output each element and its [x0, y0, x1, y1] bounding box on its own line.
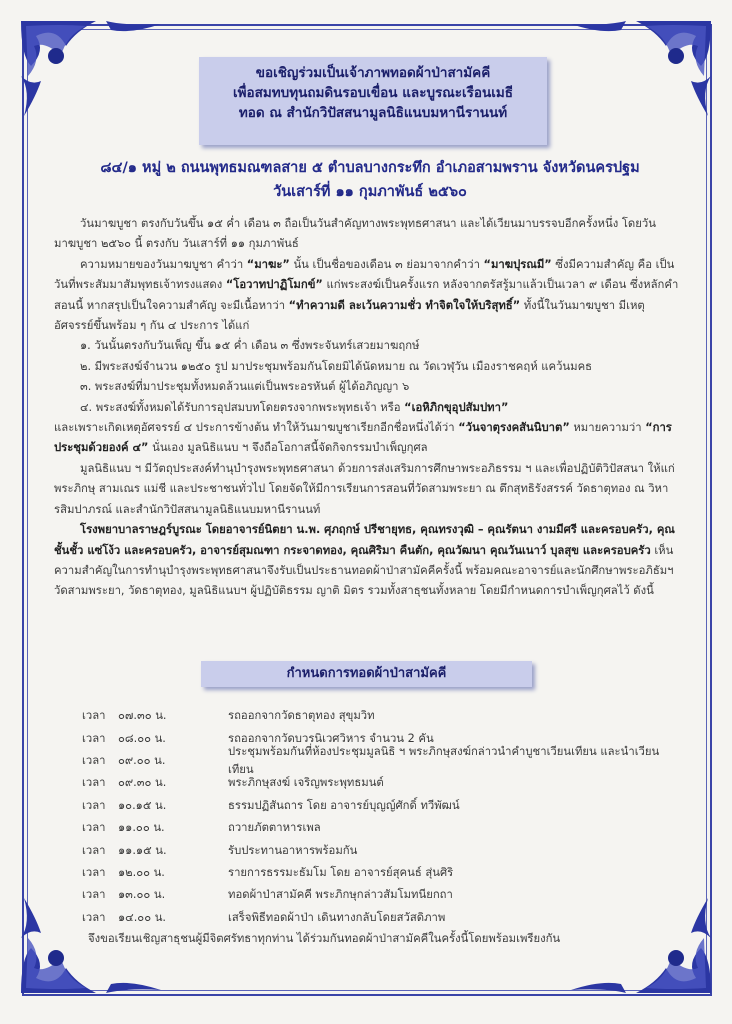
- list-item: [54, 398, 684, 418]
- title-line-2: เพื่อสมทบทุนถมดินรอบเขื่อน และบูรณะเรือนเมธี: [232, 85, 513, 101]
- schedule-description: ธรรมปฏิสันถาร โดย อาจารย์บุญญ์ศักดิ์ ทวีพัฒน์: [228, 798, 460, 812]
- text-span: ทั้งนี้ในวันมาฆบูชา มีเหตุอัศจรรย์ขึ้นพร้อม ๆ กัน ๔ ประการ ได้แก่: [54, 298, 645, 333]
- paragraph-magha: [54, 418, 684, 459]
- time-label: เวลา: [82, 865, 106, 879]
- text-span: ๔. พระสงฆ์ทั้งหมดได้รับการอุปสมบทโดยตรงจากพระพุทธเจ้า หรือ: [80, 400, 405, 414]
- schedule-row: [82, 906, 682, 928]
- schedule-row: [82, 883, 682, 905]
- text-bold: “มาฆปุรณมี”: [483, 257, 552, 271]
- text-span: หมายความว่า: [569, 421, 646, 435]
- time-value: ๐๙.๐๐ น.: [118, 753, 166, 767]
- time-value: ๑๓.๐๐ น.: [118, 888, 166, 902]
- schedule-description: ประชุมพร้อมกันที่ห้องประชุมมูลนิธิ ฯ พระภิกษุสงฆ์กล่าวนำคำบูชาเวียนเทียน และนำเวียนเทียน: [228, 744, 660, 776]
- list-item: ๓. พระสงฆ์ที่มาประชุมทั้งหมดล้วนแต่เป็นพระอรหันต์ ผู้ได้อภิญญา ๖: [80, 380, 410, 394]
- time-value: ๐๘.๐๐ น.: [118, 731, 166, 745]
- schedule-description: ทอดผ้าป่าสามัคคี พระภิกษุกล่าวสัมโมทนียกถา: [228, 888, 453, 902]
- text-span: นั่นเอง มูลนิธิแนบ ฯ จึงถือโอกาสนี้จัดกิจกรรมบำเพ็ญกุศล: [148, 441, 428, 455]
- schedule-description: รับประทานอาหารพร้อมกัน: [228, 843, 358, 857]
- title-line-3: ทอด ณ สำนักวิปัสสนามูลนิธิแนบมหานีรานนท์: [238, 105, 508, 121]
- schedule-list: [82, 704, 682, 928]
- schedule-description: เสร็จพิธีทอดผ้าป่า เดินทางกลับโดยสวัสดิภาพ: [228, 910, 446, 924]
- time-label: เวลา: [82, 709, 106, 723]
- time-label: เวลา: [82, 821, 106, 835]
- ornament-corner-icon: [16, 16, 166, 126]
- text-bold: “มาฆะ”: [246, 257, 290, 271]
- list-item: ๑. วันนั้นตรงกับวันเพ็ญ ขึ้น ๑๕ ค่ำ เดือน ๓ ซึ่งพระจันทร์เสวยมาฆฤกษ์: [80, 339, 420, 353]
- schedule-row: [82, 838, 682, 860]
- schedule-row: [82, 771, 682, 793]
- time-value: ๐๗.๓๐ น.: [118, 709, 167, 723]
- text-bold: “วันจาตุรงคสันนิบาต”: [458, 421, 570, 435]
- paragraph-intro: วันมาฆบูชา ตรงกับวันขึ้น ๑๕ ค่ำ เดือน ๓ ถือเป็นวันสำคัญทางพระพุทธศาสนา และได้เวียนมาบรรจบอีกครั้งหนึ่ง โดยวันมาฆบูชา ๒๕๖๐ นี้ ตรงกับ วันเสาร์ที่ ๑๑ กุมภาพันธ์: [54, 217, 656, 251]
- time-value: ๑๔.๐๐ น.: [118, 910, 167, 924]
- paragraph-foundation: มูลนิธิแนบ ฯ มีวัตถุประสงค์ทำนุบำรุงพระพุทธศาสนา ด้วยการส่งเสริมการศึกษาพระอภิธรรม ฯ และเพื่อปฏิบัติวิปัสสนา ให้แก่ พระภิกษุ สามเณร แม่ชี และประชาชนทั่วไป โดยจัดให้มีการเรียนการสอนที่วัดสามพระยา ณ ตึกสุทธิรังสรรค์ วัดธาตุทอง ณ วิหารสิมปาภรณ์ และสำนักวิปัสสนามูลนิธิแนบมหานีรานนท์: [54, 461, 675, 516]
- time-value: ๐๙.๓๐ น.: [118, 776, 167, 790]
- body-text: [54, 214, 684, 602]
- time-label: เวลา: [82, 843, 106, 857]
- schedule-description: ถวายภัตตาหารเพล: [228, 821, 321, 835]
- time-value: ๑๑.๑๕ น.: [118, 843, 167, 857]
- text-bold: “โอวาทปาฏิโมกข์”: [225, 278, 323, 292]
- paragraph-meaning: [54, 255, 684, 337]
- schedule-description: พระภิกษุสงฆ์ เจริญพระพุทธมนต์: [228, 776, 384, 790]
- schedule-row: [82, 816, 682, 838]
- schedule-description: รถออกจากวัดธาตุทอง สุขุมวิท: [228, 709, 375, 723]
- closing-text: จึงขอเรียนเชิญสาธุชนผู้มีจิตศรัทธาทุกท่าน ได้ร่วมกันทอดผ้าป่าสามัคคีในครั้งนี้โดยพร้อมเพรียงกัน: [88, 932, 561, 945]
- time-label: เวลา: [82, 731, 106, 745]
- schedule-description: รายการธรรมะธัมโม โดย อาจารย์สุคนธ์ สุ่นศิริ: [228, 865, 454, 879]
- address-line: ๘๔/๑ หมู่ ๒ ถนนพุทธมณฑลสาย ๕ ตำบลบางกระทึก อำเภอสามพราน จังหวัดนครปฐม: [100, 160, 640, 176]
- time-label: เวลา: [82, 776, 106, 790]
- text-span: ความหมายของวันมาฆบูชา คำว่า: [80, 257, 247, 271]
- text-span: ซึ่งมีความสำคัญ คือ เป็นวันที่พระสัมมาสัมพุทธเจ้าทรงแสดง: [54, 257, 675, 292]
- text-span: นั้น เป็นชื่อของเดือน ๓ ย่อมาจากคำว่า: [289, 257, 484, 271]
- time-label: เวลา: [82, 910, 106, 924]
- address-block: [60, 156, 680, 204]
- schedule-description: รถออกจากวัดบวรนิเวศวิหาร จำนวน 2 คัน: [228, 731, 434, 745]
- time-label: เวลา: [82, 798, 106, 812]
- event-date: วันเสาร์ที่ ๑๑ กุมภาพันธ์ ๒๕๖๐: [273, 184, 467, 200]
- schedule-row: [82, 861, 682, 883]
- list-item: ๒. มีพระสงฆ์จำนวน ๑๒๕๐ รูป มาประชุมพร้อมกันโดยมิได้นัดหมาย ณ วัดเวฬุวัน เมืองราชคฤห์ แคว้นมคธ: [80, 359, 593, 373]
- schedule-row: [82, 744, 682, 776]
- schedule-row: [82, 704, 682, 726]
- invitation-title-box: [199, 57, 547, 145]
- text-bold: “เอหิภิกขุอุปสัมปทา”: [404, 400, 509, 414]
- schedule-title: กำหนดการทอดผ้าป่าสามัคคี: [201, 661, 532, 687]
- time-value: ๑๐.๑๕ น.: [118, 798, 167, 812]
- time-value: ๑๒.๐๐ น.: [118, 865, 165, 879]
- schedule-row: [82, 794, 682, 816]
- text-bold: โรงพยาบาลราษฎร์บูรณะ โดยอาจารย์นิตยา น.พ. ศุภฤกษ์ ปรีชายุทธ, คุณทรงวุฒิ – คุณรัตนา งามมีศรี และครอบครัว, คุณชั้นชั้ว แซ่โง้ว และครอบครัว, อาจารย์สุมณฑา กระจาดทอง, คุณศิริมา คืนตัก, คุณวัฒนา คุณวันเนาว์ บุลสุข และครอบครัว: [54, 523, 675, 557]
- text-bold: “การประชุมด้วยองค์ ๔”: [54, 421, 672, 455]
- paragraph-hosts: [54, 520, 684, 602]
- text-span: และเพราะเกิดเหตุอัศจรรย์ ๔ ประการข้างต้น ทำให้วันมาฆบูชาเรียกอีกชื่อหนึ่งได้ว่า: [54, 421, 459, 435]
- ornament-corner-icon: [566, 16, 716, 126]
- text-span: เห็นความสำคัญในการทำนุบำรุงพระพุทธศาสนาจึงรับเป็นประธานทอดผ้าป่าสามัคคีครั้งนี้ พร้อมคณะอาจารย์และนักศึกษาพระอภิธัมฯ วัดสามพระยา, วัดธาตุทอง, มูลนิธิแนบฯ ผู้ปฏิบัติธรรม ญาติ มิตร รวมทั้งสาธุชนทั้งหลาย โดยมีกำหนดการบำเพ็ญกุศลไว้ ดังนี้: [54, 543, 674, 598]
- title-line-1: ขอเชิญร่วมเป็นเจ้าภาพทอดผ้าป่าสามัคคี: [255, 65, 491, 81]
- text-span: แก่พระสงฆ์เป็นครั้งแรก หลังจากตรัสรู้มาแล้วเป็นเวลา ๙ เดือน ซึ่งหลักคำสอนนี้ หากสรุปเป็นใจความสำคัญ จะมีเนื้อหาว่า: [54, 278, 679, 312]
- text-bold: “ทำความดี ละเว้นความชั่ว ทำจิตใจให้บริสุทธิ์”: [288, 298, 521, 312]
- time-label: เวลา: [82, 888, 106, 902]
- time-label: เวลา: [82, 753, 106, 767]
- time-value: ๑๑.๐๐ น.: [118, 821, 165, 835]
